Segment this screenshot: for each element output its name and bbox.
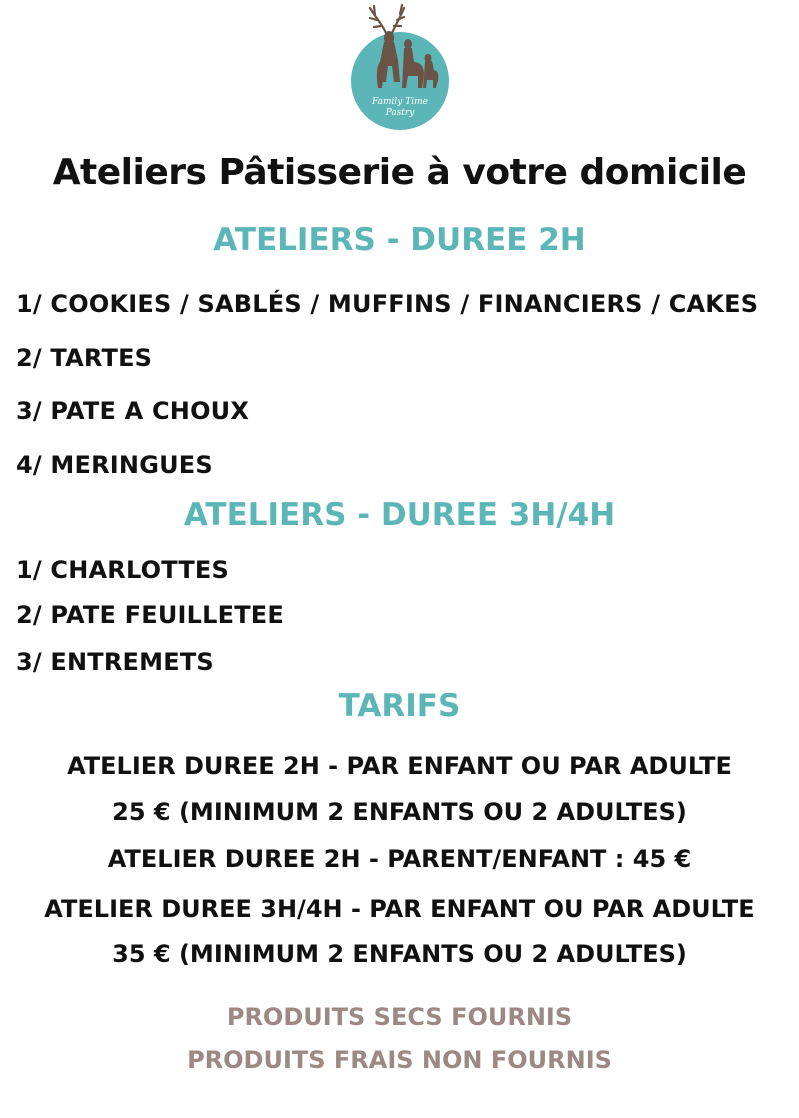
list-item: 2/ PATE FEUILLETEE (16, 601, 284, 629)
list-item: 2/ TARTES (16, 344, 153, 372)
list-item: 1/ CHARLOTTES (16, 556, 229, 584)
note-produits-secs: PRODUITS SECS FOURNIS (226, 1003, 573, 1031)
list-item: 1/ COOKIES / SABLÉS / MUFFINS / FINANCIERS / CAKES (16, 290, 759, 318)
price-line: 35 € (MINIMUM 2 ENFANTS OU 2 ADULTES) (112, 940, 687, 968)
list-item: 4/ MERINGUES (16, 451, 213, 479)
logo-brand-line2: Pastry (385, 108, 415, 118)
price-line: ATELIER DUREE 2H - PARENT/ENFANT : 45 € (107, 845, 692, 873)
page-title: Ateliers Pâtisserie à votre domicile (52, 152, 747, 193)
price-line: ATELIER DUREE 2H - PAR ENFANT OU PAR ADULTE (67, 752, 732, 780)
section-heading-tarifs: TARIFS (338, 688, 461, 724)
list-item: 3/ ENTREMETS (16, 648, 214, 676)
logo-brand-line1: Family Time (372, 97, 428, 107)
list-item: 3/ PATE A CHOUX (16, 397, 250, 425)
price-line: ATELIER DUREE 3H/4H - PAR ENFANT OU PAR ADULTE (44, 895, 755, 923)
brand-logo (346, 0, 454, 132)
note-produits-frais: PRODUITS FRAIS NON FOURNIS (187, 1046, 612, 1074)
price-line: 25 € (MINIMUM 2 ENFANTS OU 2 ADULTES) (112, 798, 687, 826)
section-heading-duree-2h: ATELIERS - DUREE 2H (213, 222, 586, 258)
section-heading-duree-3h4h: ATELIERS - DUREE 3H/4H (183, 497, 616, 533)
